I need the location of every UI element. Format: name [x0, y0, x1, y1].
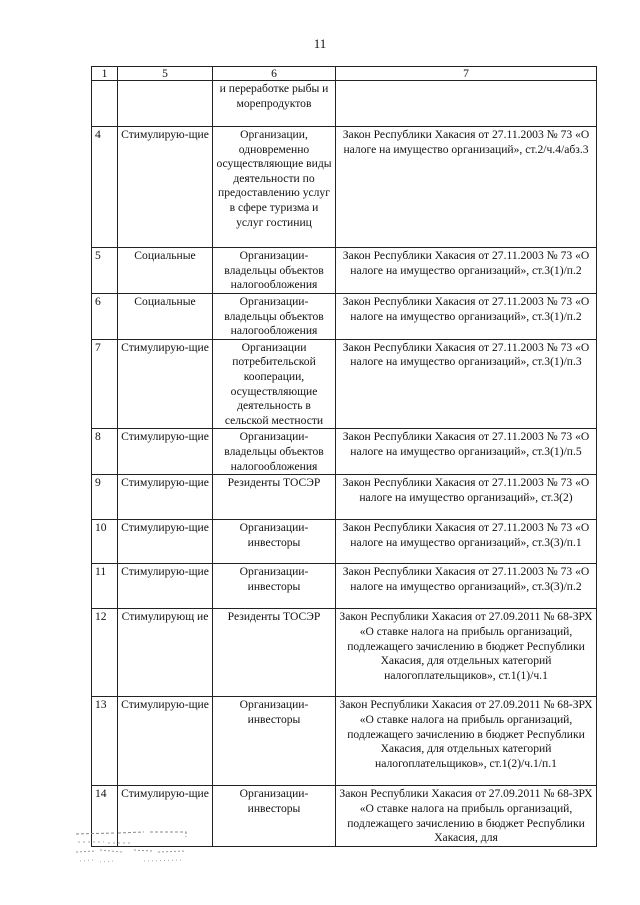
- row-number: 5: [92, 248, 118, 294]
- benefit-type: Стимулирую-щие: [118, 429, 213, 475]
- benefit-type: Стимулирую-щие: [118, 697, 213, 786]
- legal-basis: Закон Республики Хакасия от 27.11.2003 № 73 «О налоге на имущество организаций», ст.3(3)/п.1: [336, 520, 597, 564]
- benefit-recipients: Организации-инвесторы: [213, 786, 336, 847]
- benefit-recipients: Организации-инвесторы: [213, 697, 336, 786]
- table-row: [92, 564, 597, 609]
- legal-basis: [336, 81, 597, 127]
- benefit-recipients: Организации-инвесторы: [213, 520, 336, 564]
- benefit-recipients: Организации-владельцы объектов налогообложения: [213, 294, 336, 340]
- benefit-type: Стимулирую-щие: [118, 475, 213, 520]
- table-row: [92, 339, 597, 429]
- row-number: 6: [92, 294, 118, 340]
- benefit-recipients: Резиденты ТОСЭР: [213, 475, 336, 520]
- table-row: [92, 475, 597, 520]
- row-number: 8: [92, 429, 118, 475]
- row-number: 4: [92, 127, 118, 248]
- benefit-type: Социальные: [118, 248, 213, 294]
- benefit-recipients: Резиденты ТОСЭР: [213, 609, 336, 697]
- benefit-recipients: Организации-владельцы объектов налогообложения: [213, 248, 336, 294]
- legal-basis: Закон Республики Хакасия от 27.11.2003 № 73 «О налоге на имущество организаций», ст.3(1)/п.2: [336, 294, 597, 340]
- legal-basis: Закон Республики Хакасия от 27.11.2003 № 73 «О налоге на имущество организаций», ст.3(1)/п.5: [336, 429, 597, 475]
- header-col-5: 5: [118, 67, 213, 81]
- table-row: [92, 520, 597, 564]
- table-row: [92, 697, 597, 786]
- benefit-recipients: Организации, одновременно осуществляющие виды деятельности по предоставлению услуг в сфере туризма и услуг гостиниц: [213, 127, 336, 248]
- benefit-type: Стимулирую-щие: [118, 786, 213, 847]
- legal-basis: Закон Республики Хакасия от 27.11.2003 № 73 «О налоге на имущество организаций», ст.2/ч.4/абз.3: [336, 127, 597, 248]
- table-row: [92, 429, 597, 475]
- legal-basis: Закон Республики Хакасия от 27.11.2003 № 73 «О налоге на имущество организаций», ст.3(1)/п.3: [336, 339, 597, 429]
- header-col-1: 1: [92, 67, 118, 81]
- tax-benefits-table: [91, 66, 597, 847]
- row-number: 13: [92, 697, 118, 786]
- benefit-type: Стимулирую-щие: [118, 520, 213, 564]
- benefit-recipients: и переработке рыбы и морепродуктов: [213, 81, 336, 127]
- table-row: [92, 248, 597, 294]
- handwritten-mark: [74, 828, 190, 868]
- benefit-type: [118, 81, 213, 127]
- benefit-type: Стимулирую-щие: [118, 127, 213, 248]
- header-col-6: 6: [213, 67, 336, 81]
- table-row: [92, 127, 597, 248]
- legal-basis: Закон Республики Хакасия от 27.09.2011 № 68-ЗРХ «О ставке налога на прибыль организаций, подлежащего зачислению в бюджет Республики Хакасия, для отдельных категорий налогоплательщиков», ст.1(1)/ч.1: [336, 609, 597, 697]
- benefit-type: Стимулирую-щие: [118, 564, 213, 609]
- benefit-type: Социальные: [118, 294, 213, 340]
- benefit-type: Стимулирую-щие: [118, 339, 213, 429]
- row-number: 10: [92, 520, 118, 564]
- legal-basis: Закон Республики Хакасия от 27.11.2003 № 73 «О налоге на имущество организаций», ст.3(3)/п.2: [336, 564, 597, 609]
- row-number: 11: [92, 564, 118, 609]
- legal-basis: Закон Республики Хакасия от 27.11.2003 № 73 «О налоге на имущество организаций», ст.3(1)/п.2: [336, 248, 597, 294]
- row-number: 14: [92, 786, 118, 847]
- benefit-recipients: Организации потребительской кооперации, осуществляющие деятельность в сельской местности: [213, 339, 336, 429]
- benefit-recipients: Организации-владельцы объектов налогообложения: [213, 429, 336, 475]
- row-number: [92, 81, 118, 127]
- benefit-type: Стимулирующ ие: [118, 609, 213, 697]
- legal-basis: Закон Республики Хакасия от 27.09.2011 № 68-ЗРХ «О ставке налога на прибыль организаций, подлежащего зачислению в бюджет Республики Хакасия, для отдельных категорий налогоплательщиков», ст.1(2)/ч.1/п.1: [336, 697, 597, 786]
- table-row: [92, 609, 597, 697]
- table-header-row: [92, 67, 597, 81]
- table-row: [92, 294, 597, 340]
- table-row: [92, 81, 597, 127]
- legal-basis: Закон Республики Хакасия от 27.11.2003 № 73 «О налоге на имущество организаций», ст.3(2): [336, 475, 597, 520]
- row-number: 9: [92, 475, 118, 520]
- page-number: 11: [313, 36, 327, 51]
- row-number: 12: [92, 609, 118, 697]
- header-col-7: 7: [336, 67, 597, 81]
- benefit-recipients: Организации-инвесторы: [213, 564, 336, 609]
- row-number: 7: [92, 339, 118, 429]
- legal-basis: Закон Республики Хакасия от 27.09.2011 № 68-ЗРХ «О ставке налога на прибыль организаций, подлежащего зачислению в бюджет Республики Хакасия, для: [336, 786, 597, 847]
